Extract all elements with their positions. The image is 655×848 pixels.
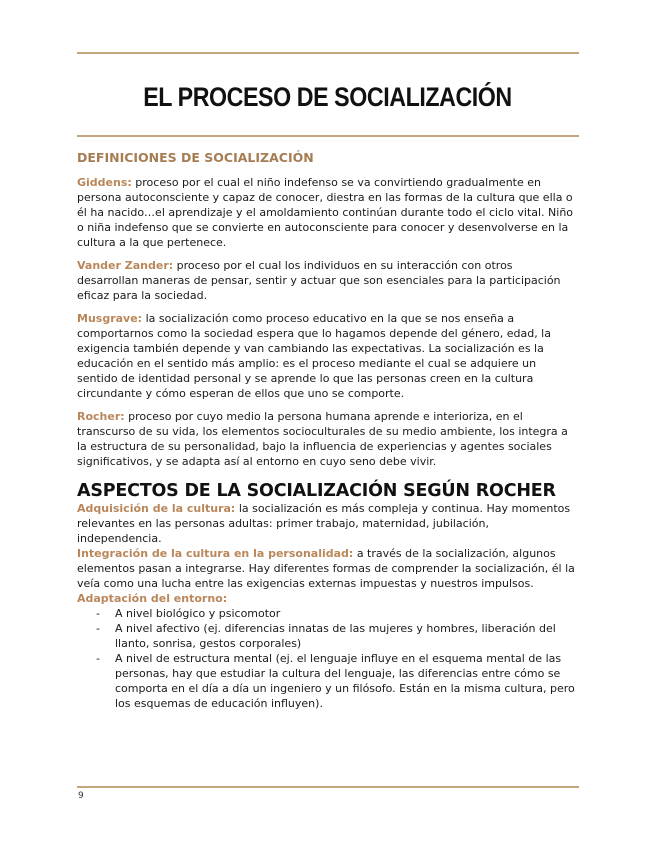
definition-musgrave	[77, 311, 577, 401]
aspect-integration	[77, 546, 577, 591]
list-item: - A nivel de estructura mental (ej. el lenguaje influye en el esquema mental de las personas, hay que estudiar la cultura del lenguaje, las diferencias entre cómo se comporta en el día a día un ingeniero y un filósofo. Están en la misma cultura, pero los esquemas de educación influyen).	[115, 651, 577, 711]
definition-text: la socialización como proceso educativo en la que se nos enseña a comportarnos como la sociedad espera que lo hagamos depende del género, edad, la exigencia también depende y van cambiando las expectativas. La socialización es la educación en el sentido más amplio: es el proceso mediante el cual se adquiere un sentido de identidad personal y se aprende lo que las personas creen en la cultura circundante y cómo esperan de ellos que uno se comporte.	[77, 312, 551, 400]
definition-text: proceso por el cual el niño indefenso se va convirtiendo gradualmente en persona autoconsciente y capaz de conocer, diestra en las formas de la cultura que ella o él ha nacido…el aprendizaje y el amoldamiento continúan durante todo el ciclo vital. Niño o niña indefenso que se convierte en autoconsciente para conocer y desenvolverse en la cultura a la que pertenece.	[77, 176, 574, 249]
aspect-term: Integración de la cultura en la personalidad:	[77, 547, 354, 560]
definition-term: Vander Zander:	[77, 259, 174, 272]
page-title: EL PROCESO DE SOCIALIZACIÓN	[143, 82, 512, 112]
definition-text: proceso por el cual los individuos en su interacción con otros desarrollan maneras de pensar, sentir y actuar que son esenciales para la participación eficaz para la sociedad.	[77, 259, 561, 302]
document-body	[77, 175, 577, 711]
list-item: - A nivel afectivo (ej. diferencias innatas de las mujeres y hombres, liberación del llanto, sonrisa, gestos corporales)	[115, 621, 577, 651]
aspect-text: a través de la socialización, algunos elementos pasan a integrarse. Hay diferentes formas de comprender la socialización, él la veía como una lucha entre las exigencias externas impuestas y nuestros impulsos.	[77, 547, 575, 590]
aspect-adaptation	[77, 591, 577, 606]
footer-rule	[77, 786, 579, 788]
aspect-text: la socialización es más compleja y continua. Hay momentos relevantes en las personas adultas: primer trabajo, maternidad, jubilación, independencia.	[77, 502, 571, 545]
definition-term: Giddens:	[77, 176, 132, 189]
title-rule	[77, 135, 579, 137]
aspect-term: Adaptación del entorno:	[77, 592, 228, 605]
aspect-acquisition	[77, 501, 577, 546]
definition-term: Rocher:	[77, 410, 125, 423]
list-item: - A nivel biológico y psicomotor	[115, 606, 577, 621]
section-heading-definitions: DEFINICIONES DE SOCIALIZACIÓN	[77, 150, 314, 165]
aspect-term: Adquisición de la cultura:	[77, 502, 236, 515]
page-number: 9	[78, 791, 84, 801]
definition-term: Musgrave:	[77, 312, 143, 325]
adaptation-list	[77, 606, 577, 711]
definition-vander-zander	[77, 258, 577, 303]
definition-text: proceso por cuyo medio la persona humana aprende e interioriza, en el transcurso de su vida, los elementos socioculturales de su medio ambiente, los integra a la estructura de su personalidad, bajo la influencia de experiencias y agentes sociales significativos, y se adapta así al entorno en cuyo seno debe vivir.	[77, 410, 568, 468]
top-rule	[77, 52, 579, 54]
section-heading-aspects: ASPECTOS DE LA SOCIALIZACIÓN SEGÚN ROCHER	[77, 481, 556, 501]
definition-rocher	[77, 409, 577, 469]
definition-giddens	[77, 175, 577, 250]
